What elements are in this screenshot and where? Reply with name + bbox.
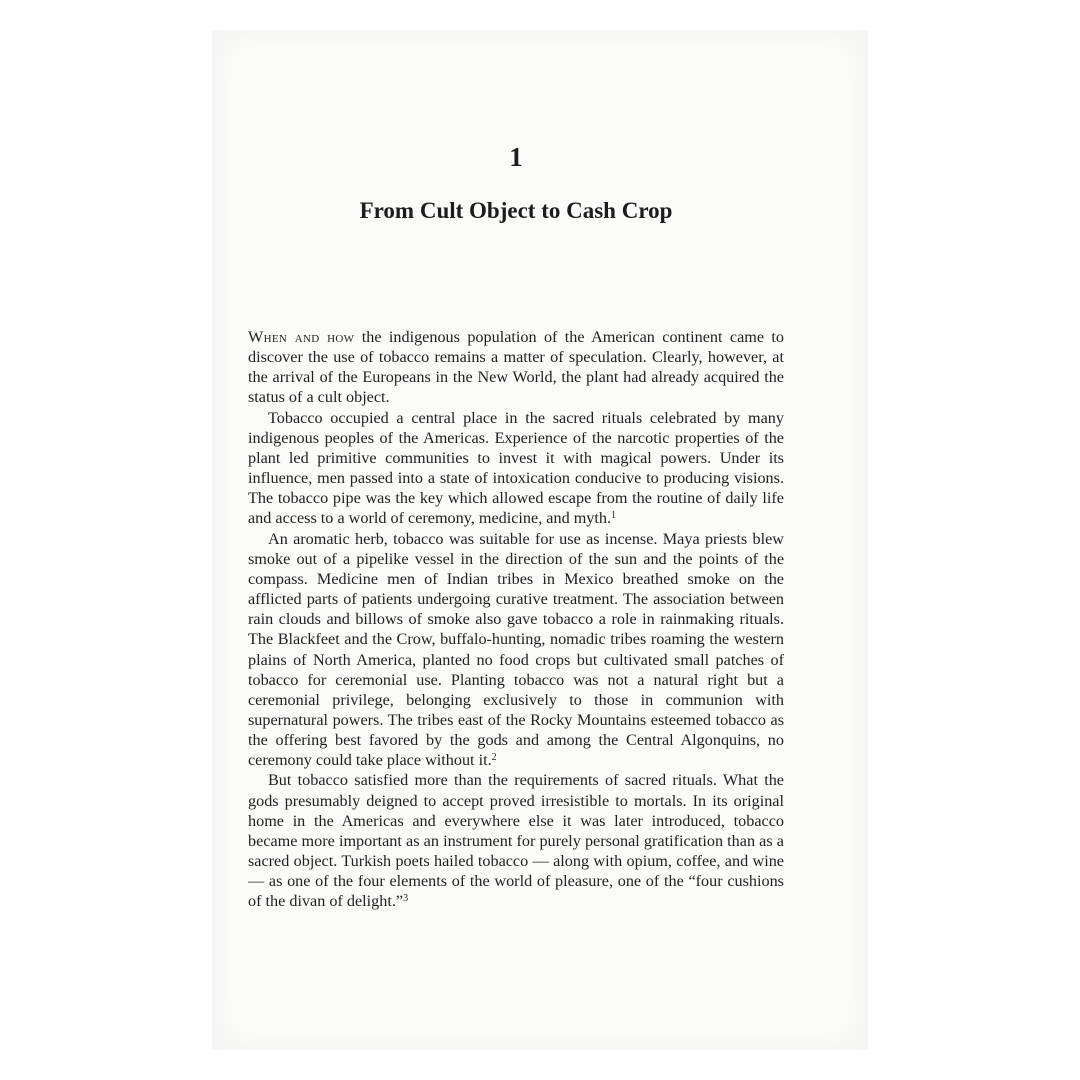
chapter-number: 1 — [509, 142, 523, 172]
paragraph-4 — [248, 770, 784, 911]
paragraph-text: Tobacco occupied a central place in the sacred rituals celebrated by many indigenous peoples of the Americas. Experience of the narcotic properties of the plant led primitive communities to invest it with magical powers. Under its influence, men passed into a state of intoxication conducive to producing visions. The tobacco pipe was the key which allowed escape from the routine of daily life and access to a world of ceremony, medicine, and myth. — [248, 408, 784, 528]
paragraph-text: the indigenous population of the American continent came to discover the use of tobacco remains a matter of speculation. Clearly, however, at the arrival of the Europeans in the New World, the plant had already acquired the status of a cult object. — [248, 328, 784, 407]
footnote-marker[interactable]: 3 — [403, 893, 409, 905]
paragraph-3 — [248, 529, 784, 771]
paragraph-2 — [248, 408, 784, 529]
paragraph-text: But tobacco satisfied more than the requirements of sacred rituals. What the gods presumably deigned to accept proved irresistible to mortals. In its original home in the Americas and everywhere else it was later introduced, tobacco became more important as an instrument for purely personal gratification than as a sacred object. Turkish poets hailed tobacco — along with opium, coffee, and wine — as one of the four elements of the world of pleasure, one of the “four cushions of the divan of delight.” — [248, 771, 784, 911]
chapter-title: From Cult Object to Cash Crop — [359, 198, 673, 223]
paragraph-1 — [248, 327, 784, 408]
chapter-body — [248, 327, 784, 912]
footnote-marker[interactable]: 1 — [611, 510, 617, 522]
footnote-marker[interactable]: 2 — [491, 752, 497, 764]
paragraph-text: An aromatic herb, tobacco was suitable for use as incense. Maya priests blew smoke out of a pipelike vessel in the direction of the sun and the points of the compass. Medicine men of Indian tribes in Mexico breathed smoke on the afflicted parts of patients undergoing curative treatment. The association between rain clouds and billows of smoke also gave tobacco a role in rainmaking rituals. The Blackfeet and the Crow, buffalo-hunting, nomadic tribes roaming the western plains of North America, planted no food crops but cultivated small patches of tobacco for ceremonial use. Planting tobacco was not a natural right but a ceremonial privilege, belonging exclusively to those in communion with supernatural powers. The tribes east of the Rocky Mountains esteemed tobacco as the offering best favored by the gods and among the Central Algonquins, no ceremony could take place without it. — [248, 529, 784, 770]
opening-smallcaps: When and how — [248, 328, 355, 346]
